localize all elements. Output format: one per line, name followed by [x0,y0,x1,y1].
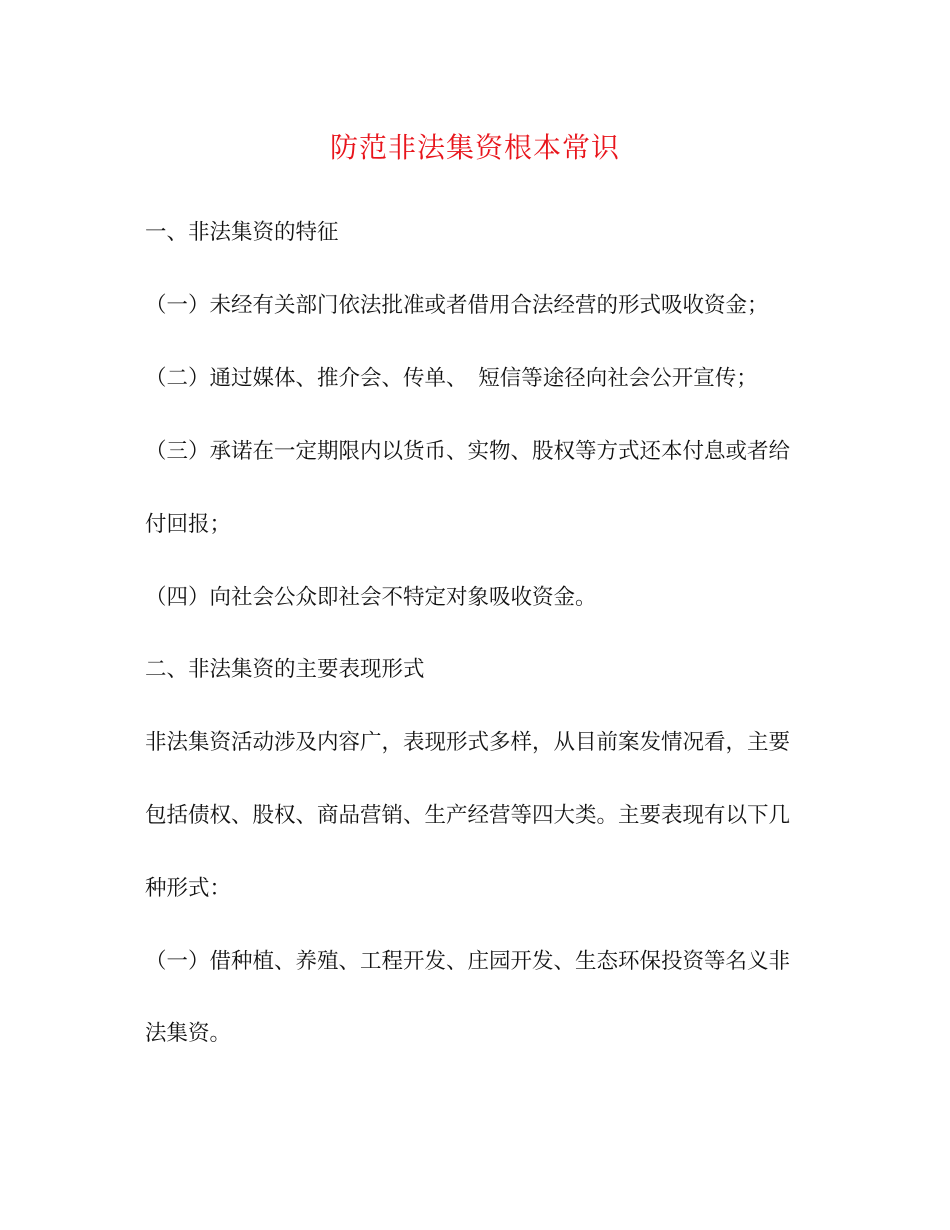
paragraph-line: （三）承诺在一定期限内以货币、实物、股权等方式还本付息或者给 [145,439,791,464]
paragraph-line: （四）向社会公众即社会不特定对象吸收资金。 [145,585,597,610]
section-heading: 一、非法集资的特征 [145,220,339,245]
document-title: 防范非法集资根本常识 [329,131,620,164]
paragraph-line: 非法集资活动涉及内容广，表现形式多样，从目前案发情况看，主要 [145,730,791,755]
paragraph-line: 付回报； [145,512,232,537]
paragraph-line: 法集资。 [145,1021,232,1046]
paragraph-line: 种形式： [145,876,232,901]
paragraph-line: （二）通过媒体、推介会、传单、 短信等途径向社会公开宣传； [145,366,758,391]
paragraph-line: （一）未经有关部门依法批准或者借用合法经营的形式吸收资金； [145,293,769,318]
section-heading: 二、非法集资的主要表现形式 [145,657,425,682]
paragraph-line: （一）借种植、养殖、工程开发、庄园开发、生态环保投资等名义非 [145,949,791,974]
paragraph-line: 包括债权、股权、商品营销、生产经营等四大类。主要表现有以下几 [145,803,791,828]
